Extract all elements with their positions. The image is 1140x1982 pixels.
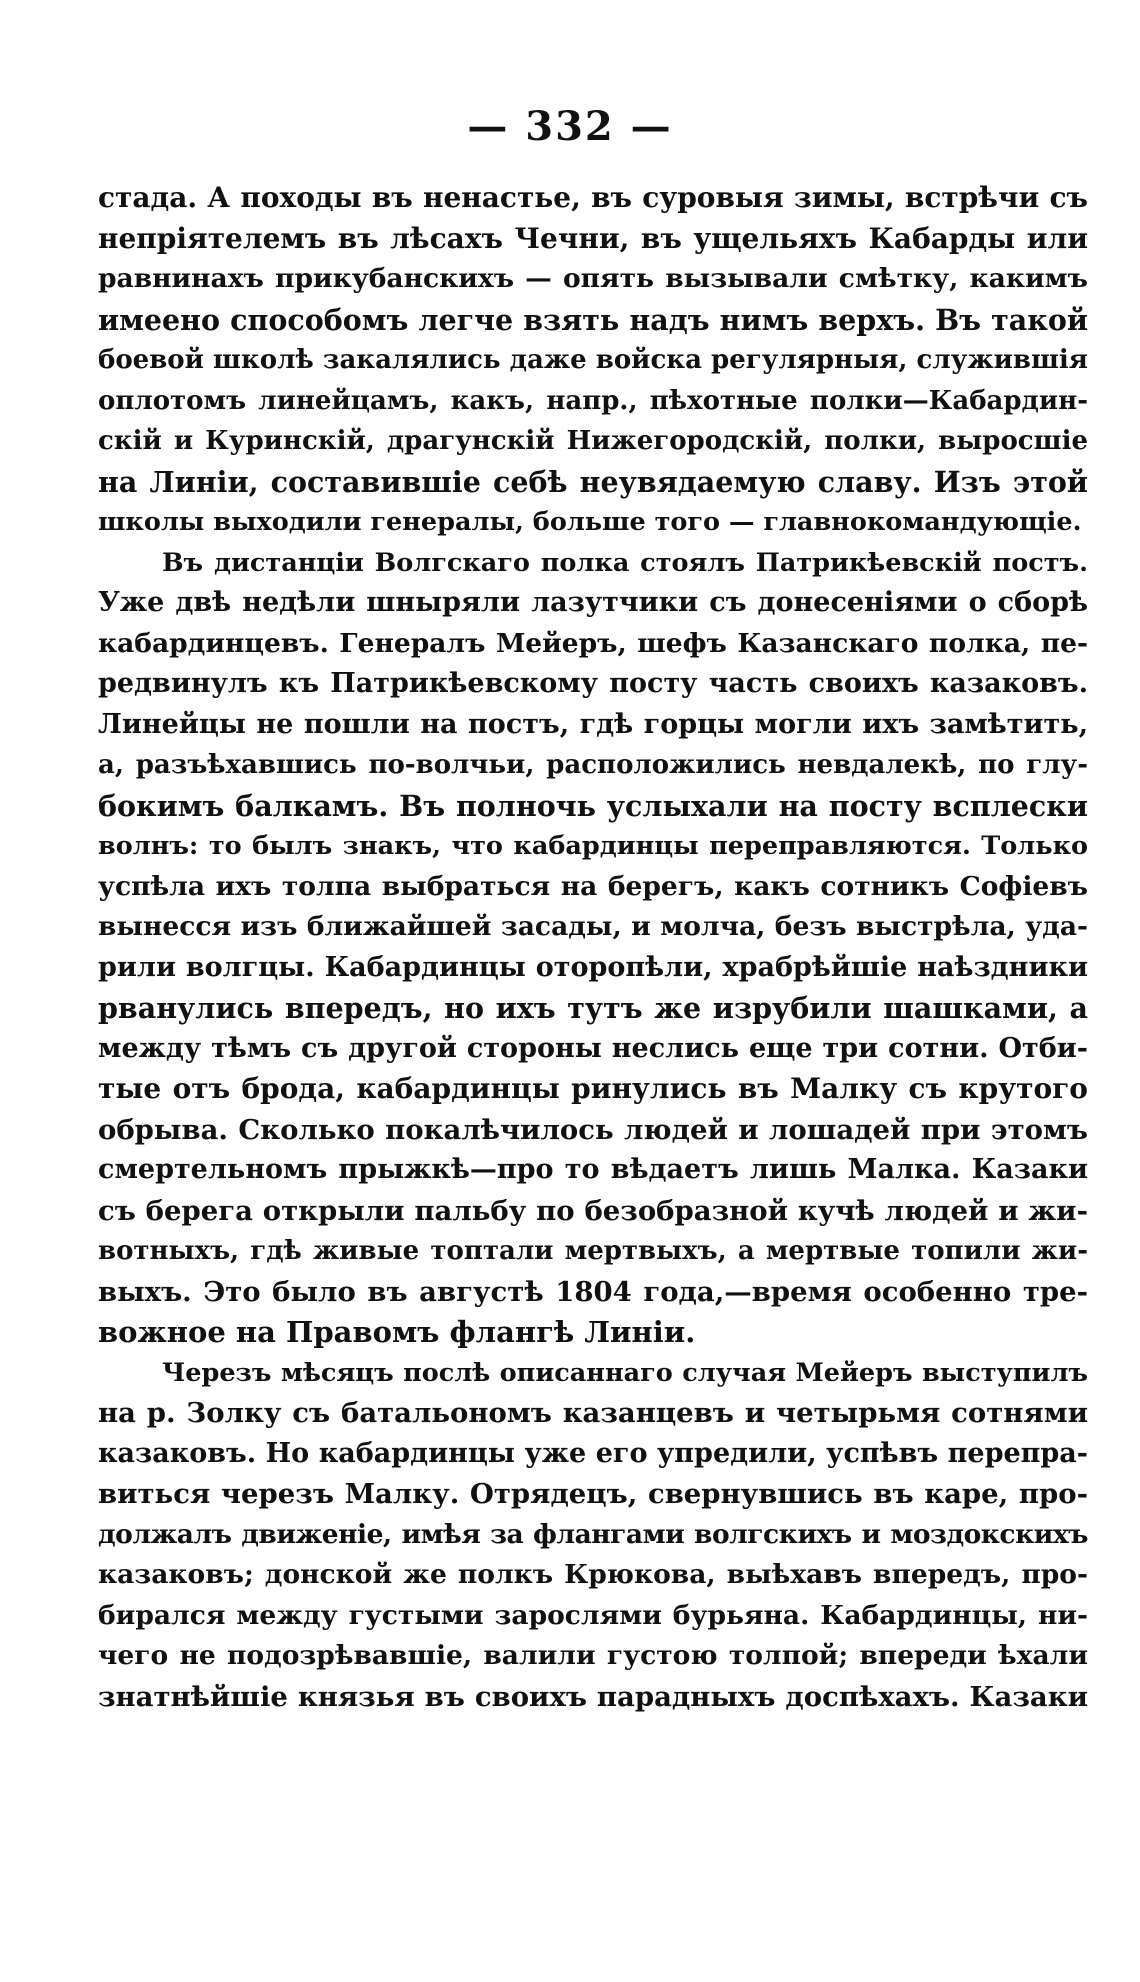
text-line: школы выходили генералы, больше того — главнокомандующіе. xyxy=(98,507,1082,537)
text-line: стада. А походы въ ненастье, въ суровыя зимы, встрѣчи съ xyxy=(98,181,1088,214)
text-line: Уже двѣ недѣли шныряли лазутчики съ донесеніями о сборѣ xyxy=(98,587,1088,618)
text-line: вотныхъ, гдѣ живые топтали мертвыхъ, а мертвые топили жи- xyxy=(98,1236,1088,1266)
text-line: тые отъ брода, кабардинцы ринулись въ Малку съ крутого xyxy=(98,1072,1088,1105)
text-line: между тѣмъ съ другой стороны неслись еще три сотни. Отби- xyxy=(98,1032,1088,1064)
paragraph-start-line: Черезъ мѣсяцъ послѣ описаннаго случая Мейеръ выступилъ xyxy=(162,1357,1088,1388)
text-line: вожное на Правомъ флангѣ Линіи. xyxy=(98,1315,696,1349)
text-line: непріятелемъ въ лѣсахъ Чечни, въ ущельяхъ Кабарды или xyxy=(98,221,1088,255)
text-line: волнъ: то былъ знакъ, что кабардинцы переправляются. Только xyxy=(98,831,1088,861)
text-line: оплотомъ линейцамъ, какъ, напр., пѣхотные полки—Кабардин- xyxy=(98,385,1088,416)
text-line: имеено способомъ легче взять надъ нимъ верхъ. Въ такой xyxy=(98,302,1088,337)
text-line: на р. Золку съ батальономъ казанцевъ и четырьмя сотнями xyxy=(98,1397,1088,1429)
text-line: вынесся изъ ближайшей засады, и молча, безъ выстрѣла, уда- xyxy=(98,911,1088,942)
text-line: виться черезъ Малку. Отрядецъ, свернувшись въ каре, про- xyxy=(98,1478,1088,1510)
text-line: обрыва. Сколько покалѣчилось людей и лошадей при этомъ xyxy=(98,1113,1088,1146)
text-line: должалъ движеніе, имѣя за флангами волгскихъ и моздокскихъ xyxy=(98,1518,1088,1550)
text-line: равнинахъ прикубанскихъ — опять вызывали смѣтку, какимъ xyxy=(98,263,1088,294)
text-line: бирался между густыми зарослями бурьяна. Кабардинцы, ни- xyxy=(98,1599,1088,1631)
text-line: Линейцы не пошли на постъ, гдѣ горцы могли ихъ замѣтить, xyxy=(98,708,1088,740)
text-line: рили волгцы. Кабардинцы оторопѣли, храбрѣйшіе наѣздники xyxy=(98,951,1088,983)
text-line: боевой школѣ закалялись даже войска регулярныя, служившія xyxy=(98,345,1088,375)
text-line: казаковъ. Но кабардинцы уже его упредили, успѣвъ перепра- xyxy=(98,1437,1088,1469)
text-line: бокимъ балкамъ. Въ полночь услыхали на посту всплески xyxy=(98,788,1088,823)
paragraph-start-line: Въ дистанціи Волгскаго полка стоялъ Патрикѣевскій постъ. xyxy=(162,547,1088,578)
text-line: а, разъѣхавшись по-волчьи, расположились невдалекѣ, по глу- xyxy=(98,750,1088,780)
text-line: съ берега открыли пальбу по безобразной кучѣ людей и жи- xyxy=(98,1194,1088,1227)
text-line: чего не подозрѣвавшіе, валили густою толпой; впереди ѣхали xyxy=(98,1640,1088,1671)
text-line: выхъ. Это было въ августѣ 1804 года,—время особенно тре- xyxy=(98,1275,1088,1308)
body-text xyxy=(98,178,1088,1717)
text-line: на Линіи, составившіе себѣ неувядаемую славу. Изъ этой xyxy=(98,464,1088,499)
page-number: — 332 — xyxy=(467,103,673,150)
text-line: кабардинцевъ. Генералъ Мейеръ, шефъ Казанскаго полка, пе- xyxy=(98,627,1088,659)
text-line: скій и Куринскій, драгунскій Нижегородскій, полки, выросшіе xyxy=(98,426,1088,456)
text-line: редвинулъ къ Патрикѣевскому посту часть своихъ казаковъ. xyxy=(98,668,1088,699)
text-line: смертельномъ прыжкѣ—про то вѣдаетъ лишь Малка. Казаки xyxy=(98,1154,1088,1185)
text-line: рванулись впередъ, но ихъ тутъ же изрубили шашками, а xyxy=(98,991,1088,1025)
text-line: казаковъ; донской же полкъ Крюкова, выѣхавъ впередъ, про- xyxy=(98,1559,1088,1590)
text-line: успѣла ихъ толпа выбраться на берегъ, какъ сотникъ Софіевъ xyxy=(98,870,1088,902)
text-line: знатнѣйшіе князья въ своихъ парадныхъ доспѣхахъ. Казаки xyxy=(98,1680,1088,1713)
